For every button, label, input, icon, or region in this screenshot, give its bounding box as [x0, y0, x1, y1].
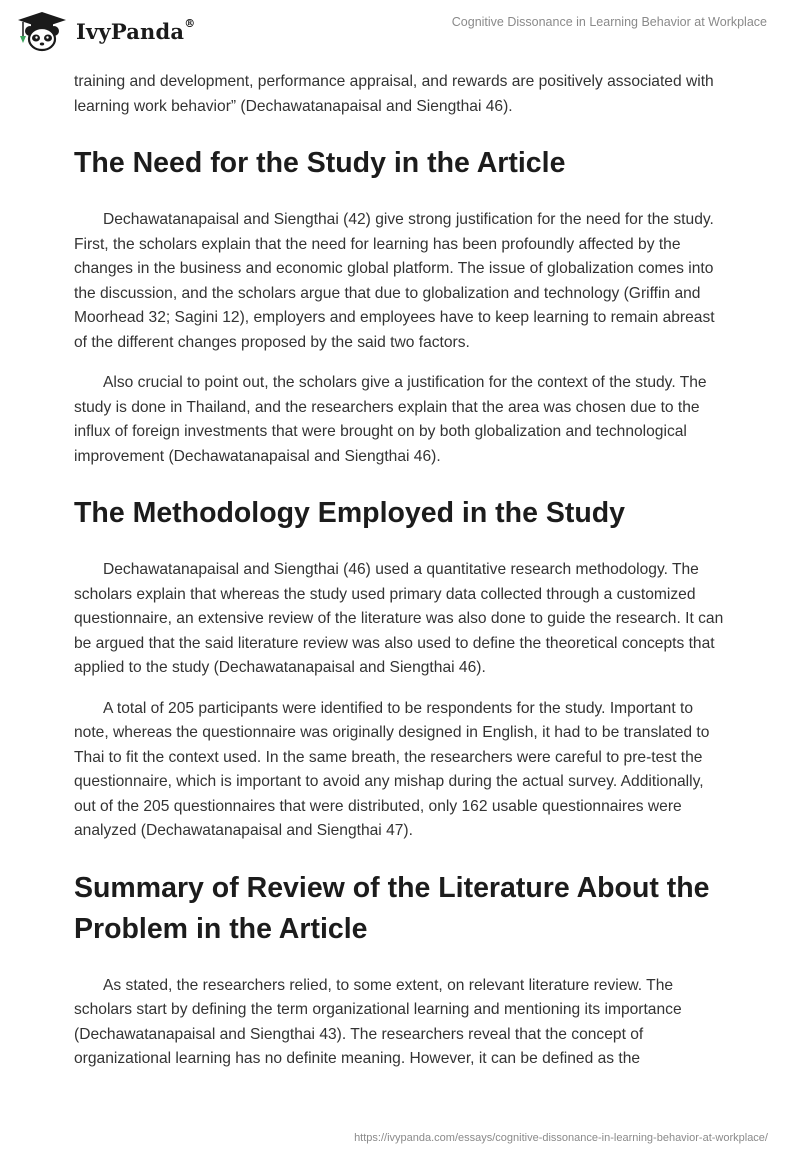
- registered-mark: ®: [184, 16, 196, 30]
- logo-wordmark: [76, 16, 196, 44]
- article-body: [74, 70, 726, 1088]
- intro-paragraph: training and development, performance appraisal, and rewards are positively associated with learning work behavior” (Dechawatanapaisal and Siengthai 46).: [74, 73, 714, 115]
- source-url-link[interactable]: https://ivypanda.com/essays/cognitive-dissonance-in-learning-behavior-at-workplace/: [354, 1132, 768, 1144]
- document-title: Cognitive Dissonance in Learning Behavior at Workplace: [451, 15, 767, 29]
- page-header: [0, 0, 800, 70]
- section-heading: Summary of Review of the Literature About the Problem in the Article: [74, 871, 710, 945]
- paragraph: A total of 205 participants were identified to be respondents for the study. Important to note, whereas the questionnaire was originally designed in English, it had to be translated to Thai to fit the context used. In the same breath, the researchers were careful to pre-test the questionnaire, which is important to avoid any mishap during the actual survey. Additionally, out of the 205 questionnaires that were distributed, only 162 usable questionnaires were analyzed (Dechawatanapaisal and Siengthai 47).: [74, 699, 710, 839]
- logo-text: IvyPanda: [76, 18, 185, 44]
- paragraph: Dechawatanapaisal and Siengthai (42) give strong justification for the need for the study. First, the scholars explain that the need for learning has been profoundly affected by the changes in the business and economic global platform. The issue of globalization comes into the discussion, and the scholars argue that due to globalization and technology (Griffin and Moorhead 32; Sagini 12), employers and employees have to keep learning to remain abreast of the different changes proposed by the said two factors.: [74, 211, 715, 351]
- paragraph: Dechawatanapaisal and Siengthai (46) used a quantitative research methodology. The scholars explain that whereas the study used primary data collected through a customized questionnaire, an extensive review of the literature was also done to guide the research. It can be argued that the said literature review was also used to define the theoretical concepts that applied to the study (Dechawatanapaisal and Siengthai 46).: [74, 561, 724, 676]
- ivypanda-logo[interactable]: [14, 10, 195, 52]
- section-heading: The Methodology Employed in the Study: [74, 497, 626, 529]
- panda-graduate-icon: [14, 10, 70, 52]
- paragraph: Also crucial to point out, the scholars give a justification for the context of the study. The study is done in Thailand, and the researchers explain that the area was chosen due to the influx of foreign investments that were brought on by both globalization and technological improvement (Dechawatanapaisal and Siengthai 46).: [74, 374, 707, 465]
- section-heading: The Need for the Study in the Article: [74, 147, 566, 179]
- paragraph: As stated, the researchers relied, to some extent, on relevant literature review. The scholars start by defining the term organizational learning and mentioning its importance (Dechawatanapaisal and Siengthai 43). The researchers reveal that the concept of organizational learning has no definite meaning. However, it can be defined as the: [74, 976, 682, 1067]
